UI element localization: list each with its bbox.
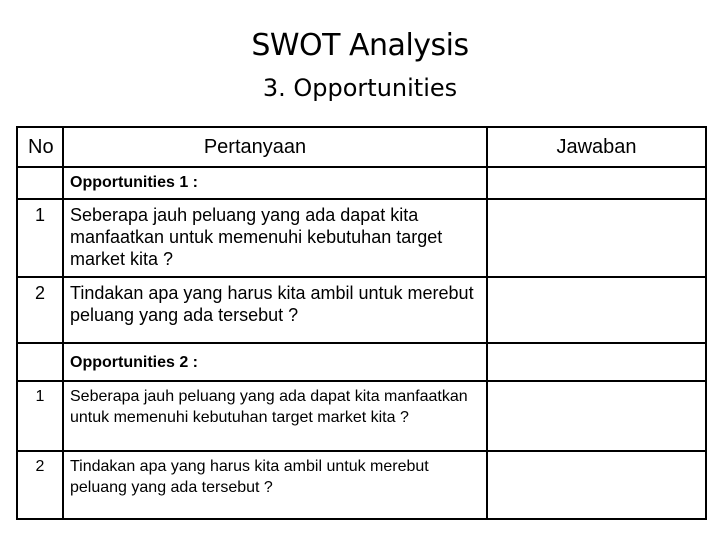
row-question: Seberapa jauh peluang yang ada dapat kita manfaatkan untuk memenuhi kebutuhan target market kita ? bbox=[63, 199, 487, 277]
table-row bbox=[17, 381, 706, 451]
row-answer bbox=[487, 451, 706, 519]
row-answer bbox=[487, 199, 706, 277]
section-row bbox=[17, 343, 706, 381]
row-question: Seberapa jauh peluang yang ada dapat kita manfaatkan untuk memenuhi kebutuhan target market kita ? bbox=[63, 381, 487, 451]
section-label: Opportunities 2 : bbox=[63, 343, 487, 381]
header-question: Pertanyaan bbox=[63, 127, 487, 167]
header-answer: Jawaban bbox=[487, 127, 706, 167]
opportunities-table bbox=[16, 126, 707, 520]
table-header-row bbox=[17, 127, 706, 167]
row-number: 1 bbox=[17, 199, 63, 277]
table-row bbox=[17, 277, 706, 343]
section-answer-cell bbox=[487, 167, 706, 199]
row-answer bbox=[487, 381, 706, 451]
row-question: Tindakan apa yang harus kita ambil untuk merebut peluang yang ada tersebut ? bbox=[63, 451, 487, 519]
row-number: 2 bbox=[17, 451, 63, 519]
table-row bbox=[17, 451, 706, 519]
row-number: 2 bbox=[17, 277, 63, 343]
header-no: No bbox=[17, 127, 63, 167]
row-answer bbox=[487, 277, 706, 343]
section-label: Opportunities 1 : bbox=[63, 167, 487, 199]
row-question: Tindakan apa yang harus kita ambil untuk merebut peluang yang ada tersebut ? bbox=[63, 277, 487, 343]
section-row bbox=[17, 167, 706, 199]
page-subtitle: 3. Opportunities bbox=[262, 74, 458, 102]
page-title: SWOT Analysis bbox=[251, 28, 469, 63]
section-answer-cell bbox=[487, 343, 706, 381]
row-number: 1 bbox=[17, 381, 63, 451]
section-no-cell bbox=[17, 343, 63, 381]
table-row bbox=[17, 199, 706, 277]
section-no-cell bbox=[17, 167, 63, 199]
